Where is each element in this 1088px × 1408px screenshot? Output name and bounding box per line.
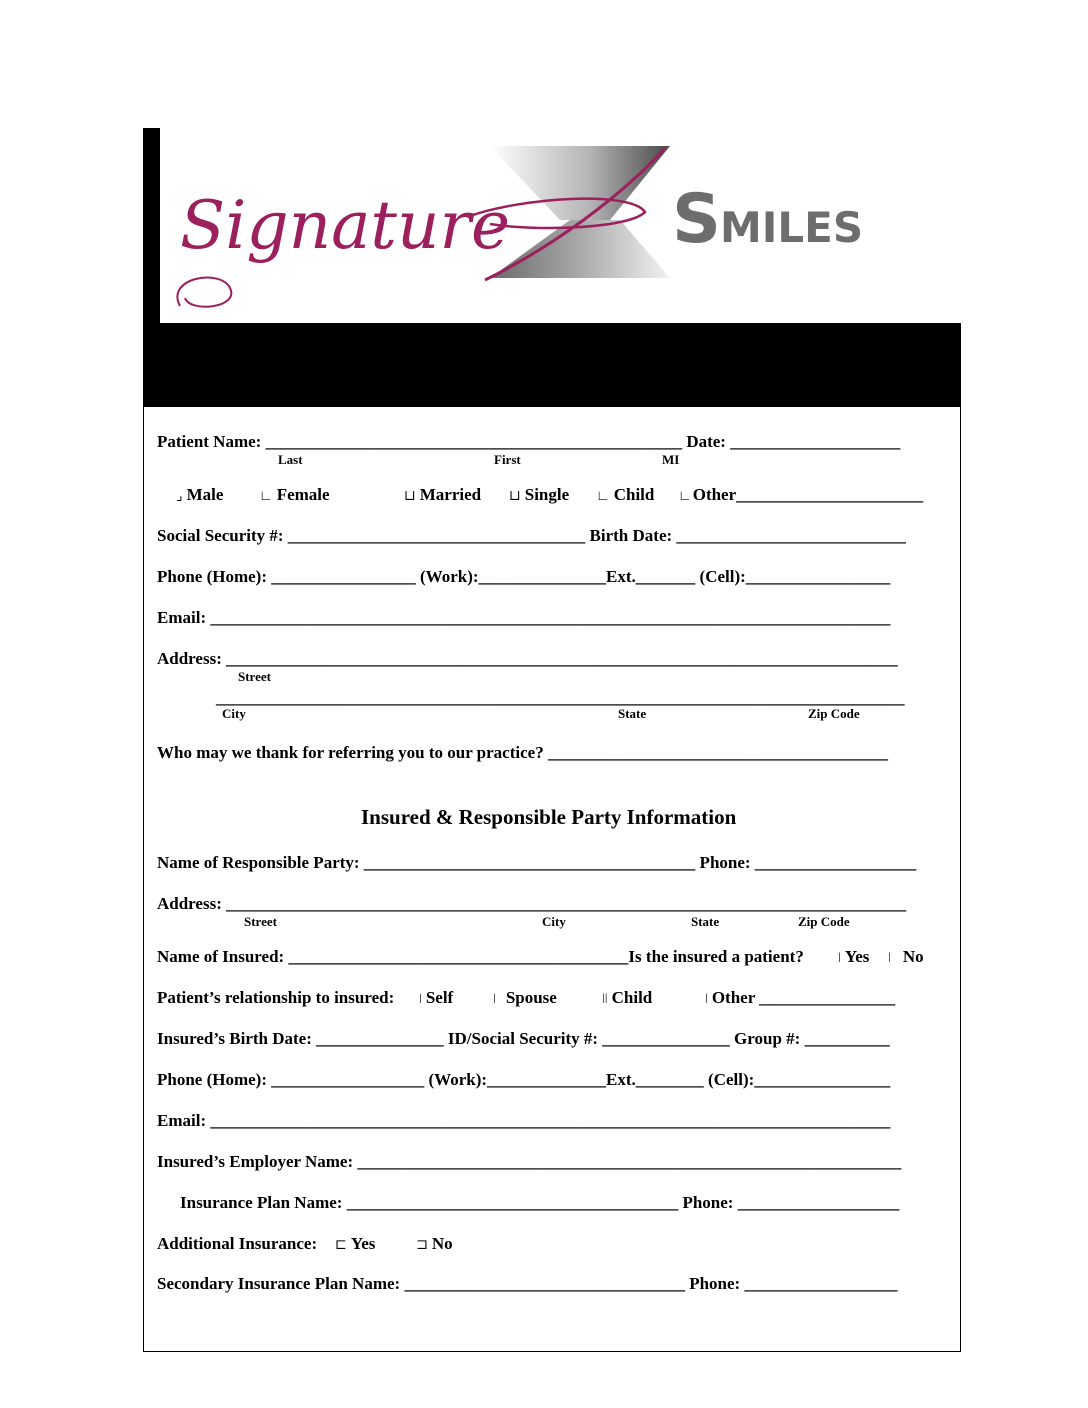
sub-label-zip: Zip Code bbox=[808, 706, 860, 721]
insured-patient-no-option[interactable] bbox=[888, 947, 924, 969]
sub-label-street: Street bbox=[238, 669, 271, 684]
employer-field[interactable]: Insured’s Employer Name: ________________________________________________________________ bbox=[157, 1152, 902, 1171]
patient-email-field[interactable]: Email: ________________________________________________________________________________ bbox=[157, 608, 891, 627]
relationship-label: Patient’s relationship to insured: bbox=[157, 988, 395, 1007]
child-label: Child bbox=[611, 988, 653, 1007]
responsible-party-field[interactable]: Name of Responsible Party: _______________________________________ Phone: ___________________ bbox=[157, 853, 917, 872]
married-option[interactable] bbox=[404, 485, 481, 507]
logo-word-s: S bbox=[672, 180, 721, 259]
checkbox-icon[interactable]: ǀ bbox=[419, 992, 422, 1007]
logo-word-miles: MILES bbox=[720, 203, 864, 252]
rel-self-option[interactable] bbox=[419, 988, 453, 1010]
sub-label-last: Last bbox=[278, 452, 303, 467]
other-option[interactable] bbox=[678, 485, 923, 507]
patient-address-field[interactable]: Address: _______________________________________________________________________________ bbox=[157, 649, 898, 668]
logo-graphic bbox=[160, 128, 961, 324]
male-option[interactable] bbox=[176, 485, 223, 507]
checkbox-icon[interactable]: ǀǀ bbox=[602, 992, 608, 1007]
additional-no-option[interactable] bbox=[416, 1234, 453, 1256]
rel-other-option[interactable] bbox=[705, 988, 895, 1010]
female-option[interactable] bbox=[259, 485, 330, 507]
ssn-field[interactable]: Social Security #: ___________________________________ Birth Date: ___________________________ bbox=[157, 526, 906, 545]
single-label: Single bbox=[524, 485, 570, 504]
checkbox-icon[interactable]: ⊔ bbox=[404, 489, 416, 504]
checkbox-icon[interactable]: ∟ bbox=[678, 489, 692, 504]
male-label: Male bbox=[186, 485, 224, 504]
other-label: Other ________________ bbox=[711, 988, 896, 1007]
rel-child-option[interactable] bbox=[602, 988, 652, 1010]
insured-section-heading: Insured & Responsible Party Information bbox=[361, 805, 737, 829]
checkbox-icon[interactable]: ∟ bbox=[596, 489, 610, 504]
sub-label-zip: Zip Code bbox=[798, 914, 850, 929]
signature-smiles-logo bbox=[160, 128, 961, 324]
header-black-band bbox=[143, 323, 961, 407]
single-option[interactable] bbox=[509, 485, 569, 507]
additional-insurance-label: Additional Insurance: bbox=[157, 1234, 318, 1253]
sub-label-state: State bbox=[618, 706, 647, 721]
child-option[interactable] bbox=[596, 485, 654, 507]
patient-phone-field[interactable]: Phone (Home): _________________ (Work):_______________Ext._______ (Cell):_________________ bbox=[157, 567, 891, 586]
checkbox-icon[interactable]: ∟ bbox=[259, 489, 273, 504]
no-label: No bbox=[431, 1234, 453, 1253]
sub-label-city: City bbox=[542, 914, 566, 929]
other-label: Other______________________ bbox=[692, 485, 924, 504]
sub-label-city: City bbox=[222, 706, 246, 721]
patient-name-field[interactable]: Patient Name: _________________________________________________ Date: ____________________ bbox=[157, 432, 901, 451]
insured-email-field[interactable]: Email: ________________________________________________________________________________ bbox=[157, 1111, 891, 1130]
rel-spouse-option[interactable] bbox=[493, 988, 557, 1010]
logo-script-word: Signature bbox=[180, 187, 511, 264]
checkbox-icon[interactable]: ǀ bbox=[888, 951, 891, 966]
checkbox-icon[interactable]: ⊐ bbox=[416, 1238, 428, 1253]
insured-patient-yes-option[interactable] bbox=[838, 947, 869, 969]
sub-label-street: Street bbox=[244, 914, 277, 929]
logo-side-bar bbox=[143, 128, 160, 324]
patient-address-line2[interactable]: _________________________________________________________________________________ bbox=[216, 688, 905, 707]
spouse-label: Spouse bbox=[505, 988, 557, 1007]
married-label: Married bbox=[419, 485, 482, 504]
self-label: Self bbox=[425, 988, 454, 1007]
insured-phone-field[interactable]: Phone (Home): __________________ (Work):______________Ext.________ (Cell):________________ bbox=[157, 1070, 891, 1089]
insured-address-field[interactable]: Address: ________________________________________________________________________________ bbox=[157, 894, 907, 913]
checkbox-icon[interactable]: ⊔ bbox=[509, 489, 521, 504]
insured-birth-field[interactable]: Insured’s Birth Date: _______________ ID/Social Security #: _______________ Group #: __________ bbox=[157, 1029, 890, 1048]
female-label: Female bbox=[276, 485, 330, 504]
no-label: No bbox=[902, 947, 924, 966]
yes-label: Yes bbox=[350, 1234, 376, 1253]
checkbox-icon[interactable]: ⌟ bbox=[176, 489, 183, 504]
insurance-plan-field[interactable]: Insurance Plan Name: _______________________________________ Phone: ___________________ bbox=[180, 1193, 900, 1212]
yes-label: Yes bbox=[844, 947, 870, 966]
checkbox-icon[interactable]: ǀ bbox=[493, 992, 496, 1007]
checkbox-icon[interactable]: ⊏ bbox=[335, 1238, 347, 1253]
checkbox-icon[interactable]: ǀ bbox=[705, 992, 708, 1007]
sub-label-first: First bbox=[494, 452, 521, 467]
referral-field[interactable]: Who may we thank for referring you to our practice? ________________________________________ bbox=[157, 743, 888, 762]
secondary-insurance-field[interactable]: Secondary Insurance Plan Name: _________________________________ Phone: __________________ bbox=[157, 1274, 898, 1293]
sub-label-mi: MI bbox=[662, 452, 680, 467]
insured-name-field[interactable]: Name of Insured: ________________________________________Is the insured a patient? bbox=[157, 947, 804, 966]
sub-label-state: State bbox=[691, 914, 720, 929]
additional-yes-option[interactable] bbox=[335, 1234, 375, 1256]
child-label: Child bbox=[613, 485, 655, 504]
checkbox-icon[interactable]: ǀ bbox=[838, 951, 841, 966]
